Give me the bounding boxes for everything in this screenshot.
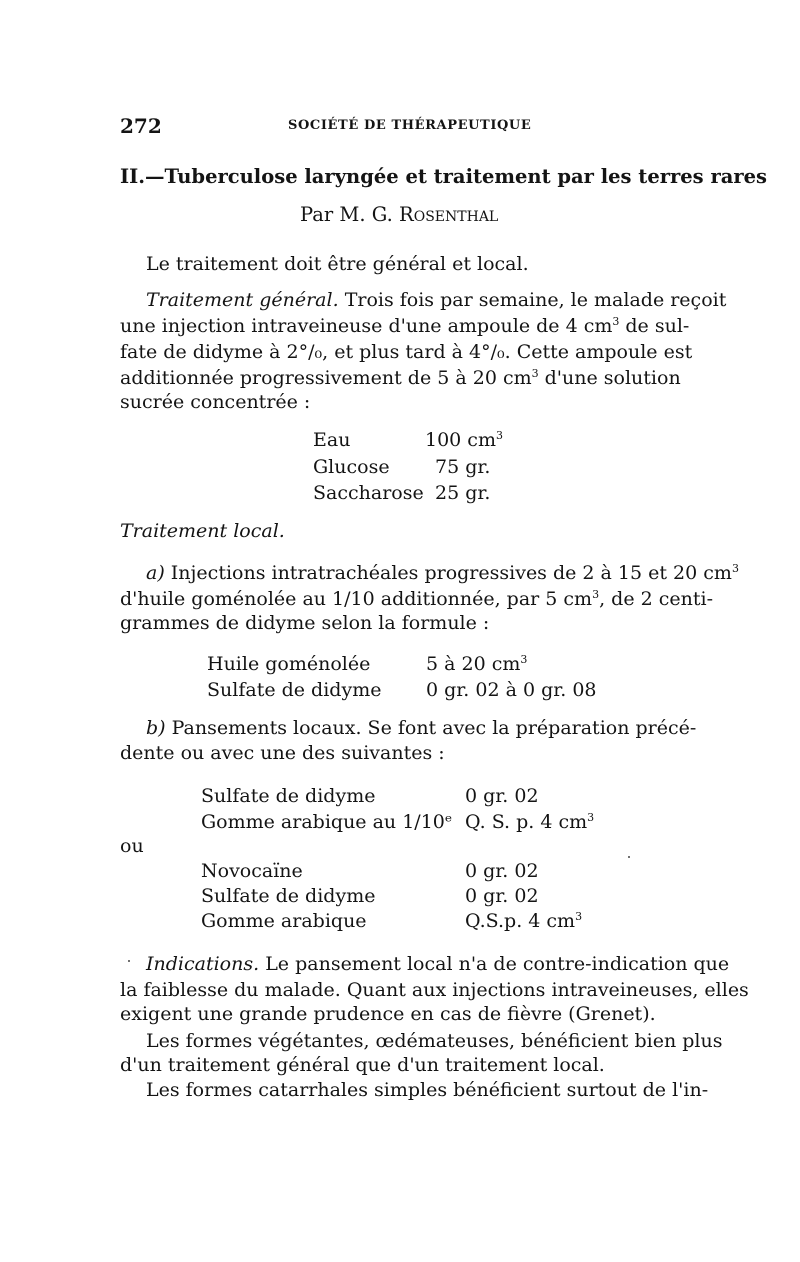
general-heading: Traitement général. — [146, 289, 339, 311]
local-a-line-2: d'huile goménolée au 1/10 additionnée, par 5 $cm^3$, de 2 centi- — [120, 588, 713, 610]
general-line-1 — [146, 289, 727, 311]
dressings-line-2: dente ou avec une des suivantes : — [120, 742, 445, 764]
solution-name: Glucose — [313, 456, 390, 478]
author-name: Rosenthal — [399, 203, 499, 226]
indications-line-4: Les formes végétantes, œdémateuses, bénéficient bien plus — [146, 1030, 723, 1052]
indications-line-3: exigent une grande prudence en cas de fièvre (Grenet). — [120, 1003, 656, 1025]
article-author — [300, 203, 498, 226]
prep-qty: 0 gr. 02 — [465, 860, 539, 882]
item-a-label: a) — [146, 562, 165, 584]
indications-line-5: d'un traitement général que d'un traitement local. — [120, 1054, 605, 1076]
general-line-2: une injection intraveineuse d'une ampoule de 4 $cm^3$ de sul- — [120, 315, 690, 337]
prep-qty: 0 gr. 02 — [465, 885, 539, 907]
solution-qty: 100 $cm^3$ — [425, 429, 503, 451]
solution-name: Eau — [313, 429, 351, 451]
indications-line-1 — [146, 953, 730, 975]
prep-name: Gomme arabique — [201, 910, 367, 932]
general-line-3: fate de didyme à 2°/₀, et plus tard à 4°/₀. Cette ampoule est — [120, 341, 693, 363]
formula-name: Huile goménolée — [207, 653, 371, 675]
indications-line-6: Les formes catarrhales simples bénéficient surtout de l'in- — [146, 1079, 709, 1101]
local-a-line-3: grammes de didyme selon la formule : — [120, 612, 490, 634]
solution-qty: 75 gr. — [435, 456, 491, 478]
prep-qty: Q.S.p. 4 $cm^3$ — [465, 910, 583, 932]
item-b-label: b) — [146, 717, 166, 739]
prep-name: Sulfate de didyme — [201, 885, 376, 907]
formula-name: Sulfate de didyme — [207, 679, 382, 701]
prep-name: Novocaïne — [201, 860, 303, 882]
solution-qty: 25 gr. — [435, 482, 491, 504]
formula-qty: 0 gr. 02 à 0 gr. 08 — [426, 679, 597, 701]
running-title: SOCIÉTÉ DE THÉRAPEUTIQUE — [288, 118, 532, 133]
ink-speck — [628, 856, 630, 858]
ink-speck — [128, 960, 130, 962]
dressings-line-1-text: Pansements locaux. Se font avec la préparation précé- — [171, 717, 697, 739]
indications-heading: Indications. — [146, 953, 260, 975]
page-number: 272 — [120, 114, 162, 138]
indications-line-2: la faiblesse du malade. Quant aux injections intraveineuses, elles — [120, 979, 749, 1001]
solution-name: Saccharose — [313, 482, 424, 504]
intro-sentence: Le traitement doit être général et local. — [146, 253, 529, 275]
author-prefix: Par M. G. — [300, 203, 393, 226]
general-line-1-text: Trois fois par semaine, le malade reçoit — [344, 289, 727, 311]
dressings-line-1 — [146, 717, 697, 739]
general-line-5: sucrée concentrée : — [120, 391, 311, 413]
prep-qty: 0 gr. 02 — [465, 785, 539, 807]
article-title: II.—Tuberculose laryngée et traitement par les terres rares — [120, 165, 768, 188]
local-a-line-1-text: Injections intratrachéales progressives de 2 à 15 et 20 $cm^3$ — [170, 562, 739, 584]
prep-qty: Q. S. p. 4 $cm^3$ — [465, 811, 595, 833]
indications-line-1-text: Le pansement local n'a de contre-indication que — [265, 953, 730, 975]
prep-name: Sulfate de didyme — [201, 785, 376, 807]
local-a-line-1 — [146, 562, 739, 584]
or-label: ou — [120, 835, 144, 857]
local-heading: Traitement local. — [120, 520, 285, 542]
prep-name: Gomme arabique au 1/10ᵉ — [201, 811, 453, 833]
general-line-4: additionnée progressivement de 5 à 20 $cm^3$ d'une solution — [120, 367, 681, 389]
formula-qty: 5 à 20 $cm^3$ — [426, 653, 528, 675]
